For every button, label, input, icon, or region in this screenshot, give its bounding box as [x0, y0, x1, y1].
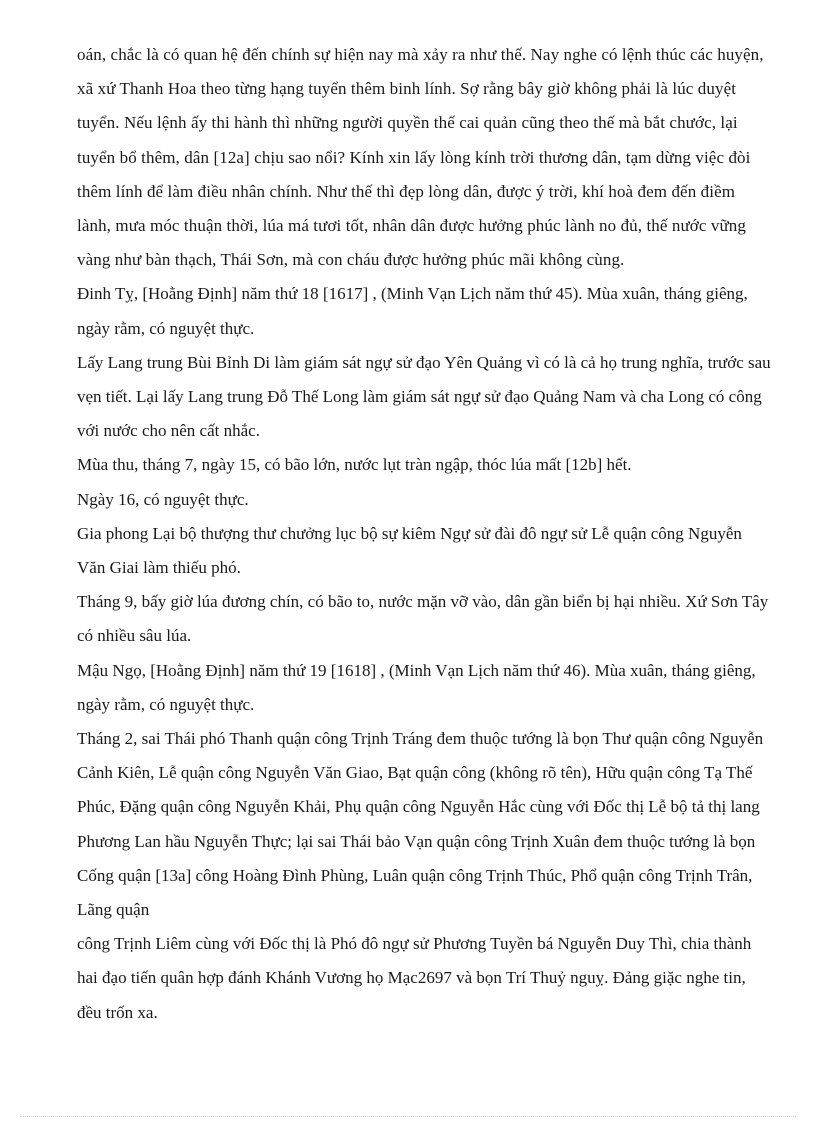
paragraph-ninth-month: Tháng 9, bấy giờ lúa đương chín, có bão to, nước mặn vỡ vào, dân gần biển bị hại nhiều. Xứ Sơn Tây có nhiều sâu lúa.: [77, 592, 769, 646]
paragraph-petition: oán, chắc là có quan hệ đến chính sự hiện nay mà xảy ra như thế. Nay nghe có lệnh thúc các huyện, xã xứ Thanh Hoa theo từng hạng tuyển thêm binh lính. Sợ rằng bây giờ không phải là lúc duyệt tuyển. Nếu lệnh ấy thi hành thì những người quyền thế cai quản cũng theo thế mà bắt chước, lại tuyển bổ thêm, dân [12a] chịu sao nổi? Kính xin lấy lòng kính trời thương dân, tạm dừng việc đòi thêm lính để làm điều nhân chính. Như thế thì đẹp lòng dân, được ý trời, khí hoà đem đến điềm lành, mưa móc thuận thời, lúa má tươi tốt, nhân dân được hưởng phúc lành no đủ, thế nước vững vàng như bàn thạch, Thái Sơn, mà con cháu được hưởng phúc mãi không cùng.: [77, 45, 764, 270]
paragraph-appointments: Lấy Lang trung Bùi Bỉnh Di làm giám sát ngự sử đạo Yên Quảng vì có là cả họ trung nghĩa, trước sau vẹn tiết. Lại lấy Lang trung Đỗ Thế Long làm giám sát ngự sử đạo Quảng Nam và cha Long có công với nước cho nên cất nhắc.: [77, 352, 771, 441]
paragraph-eclipse: Ngày 16, có nguyệt thực.: [77, 489, 249, 509]
paragraph-promotion: Gia phong Lại bộ thượng thư chưởng lục bộ sự kiêm Ngự sử đài đô ngự sử Lễ quận công Nguyễn Văn Giai làm thiếu phó.: [77, 523, 742, 578]
paragraph-dinh-ty: Đinh Tỵ, [Hoằng Định] năm thứ 18 [1617] , (Minh Vạn Lịch năm thứ 45). Mùa xuân, tháng giêng, ngày rằm, có nguyệt thực.: [77, 284, 748, 338]
paragraph-mau-ngo: Mậu Ngọ, [Hoằng Định] năm thứ 19 [1618] , (Minh Vạn Lịch năm thứ 46). Mùa xuân, tháng giêng, ngày rằm, có nguyệt thực.: [77, 660, 756, 714]
paragraph-campaign-continued: công Trịnh Liêm cùng với Đốc thị là Phó đô ngự sử Phương Tuyền bá Nguyễn Duy Thì, chia thành hai đạo tiến quân hợp đánh Khánh Vương họ Mạc2697 và bọn Trí Thuỷ nguỵ. Đảng giặc nghe tin, đều trốn xa.: [77, 934, 752, 1022]
document-page: [77, 38, 772, 1030]
paragraph-autumn-storm: Mùa thu, tháng 7, ngày 15, có bão lớn, nước lụt tràn ngập, thóc lúa mất [12b] hết.: [77, 455, 632, 475]
page-bottom-divider: [20, 1116, 796, 1117]
paragraph-campaign: Tháng 2, sai Thái phó Thanh quận công Trịnh Tráng đem thuộc tướng là bọn Thư quận công Nguyễn Cảnh Kiên, Lễ quận công Nguyễn Văn Giao, Bạt quận công (không rõ tên), Hữu quận công Tạ Thế Phúc, Đặng quận công Nguyễn Khải, Phụ quận công Nguyễn Hắc cùng với Đốc thị Lễ bộ tả thị lang Phương Lan hầu Nguyễn Thực; lại sai Thái bảo Vạn quận công Trịnh Xuân đem thuộc tướng là bọn Cống quận [13a] công Hoàng Đình Phùng, Luân quận công Trịnh Thúc, Phổ quận công Trịnh Trân, Lãng quận: [77, 729, 764, 920]
